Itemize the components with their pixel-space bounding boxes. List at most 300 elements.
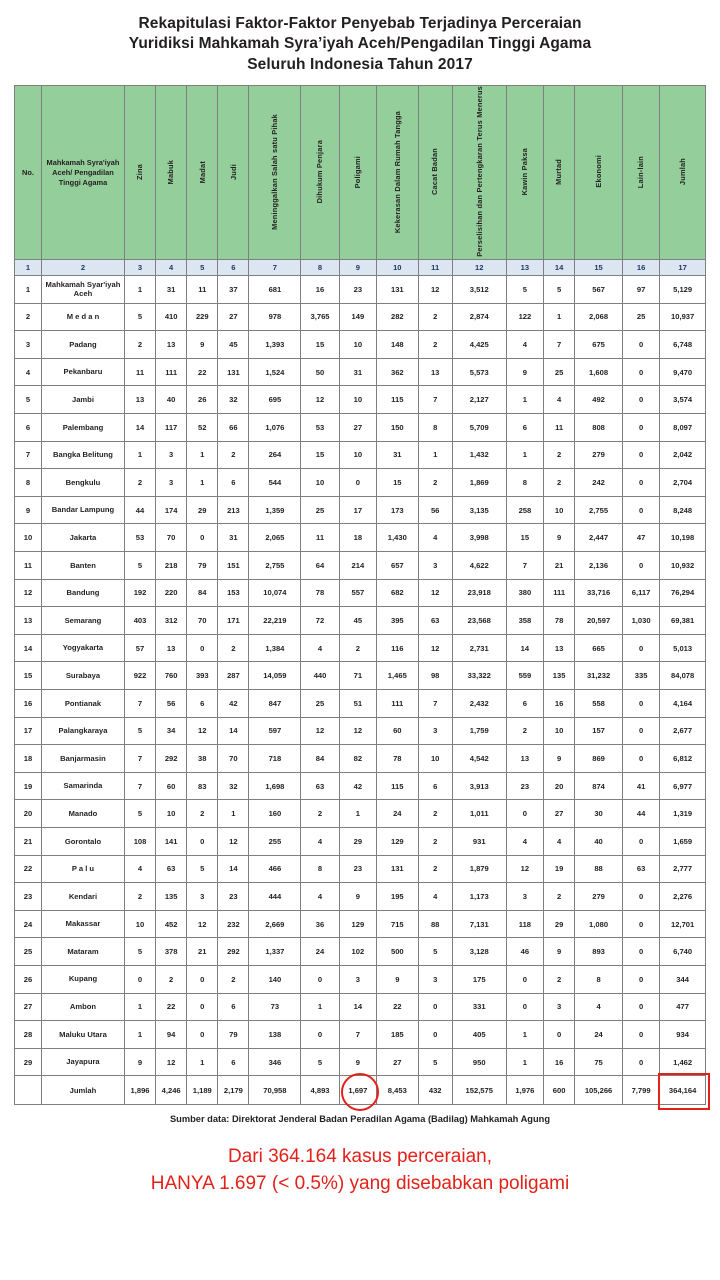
row-number: 4 <box>15 358 42 386</box>
row-court-name: Bengkulu <box>41 469 124 497</box>
cell-c17: 1,319 <box>660 800 706 828</box>
row-number: 27 <box>15 993 42 1021</box>
cell-c3: 192 <box>124 579 155 607</box>
cell-c10: 31 <box>377 441 419 469</box>
cell-c12: 1,011 <box>452 800 506 828</box>
row-number: 26 <box>15 965 42 993</box>
cell-c11: 12 <box>418 634 452 662</box>
colnum-11: 11 <box>418 260 452 276</box>
cell-c17: 1,462 <box>660 1048 706 1076</box>
cell-c4: 174 <box>156 496 187 524</box>
cell-c15: 2,068 <box>575 303 623 331</box>
cell-c6: 12 <box>218 827 249 855</box>
table-row <box>15 745 706 773</box>
row-number: 23 <box>15 883 42 911</box>
cell-c15: 2,136 <box>575 552 623 580</box>
cell-c7: 22,219 <box>249 607 301 635</box>
cell-c13: 4 <box>506 331 543 359</box>
header-cell-judi: Judi <box>218 86 249 260</box>
cell-c4: 312 <box>156 607 187 635</box>
cell-c17: 5,013 <box>660 634 706 662</box>
cell-c3: 44 <box>124 496 155 524</box>
cell-c16: 25 <box>622 303 659 331</box>
cell-c11: 10 <box>418 745 452 773</box>
row-number: 12 <box>15 579 42 607</box>
table-row <box>15 552 706 580</box>
cell-c7: 255 <box>249 827 301 855</box>
cell-c7: 14,059 <box>249 662 301 690</box>
cell-c13: 13 <box>506 745 543 773</box>
row-number: 19 <box>15 772 42 800</box>
cell-c8: 4 <box>301 634 339 662</box>
cell-c12: 931 <box>452 827 506 855</box>
cell-c14: 9 <box>544 745 575 773</box>
total-cell-c16: 7,799 <box>622 1076 659 1105</box>
header-cell-mabuk: Mabuk <box>156 86 187 260</box>
cell-c10: 715 <box>377 910 419 938</box>
cell-c8: 50 <box>301 358 339 386</box>
cell-c9: 29 <box>339 827 376 855</box>
cell-c16: 0 <box>622 469 659 497</box>
cell-c11: 2 <box>418 331 452 359</box>
cell-c16: 0 <box>622 717 659 745</box>
table-row <box>15 855 706 883</box>
colnum-5: 5 <box>187 260 218 276</box>
row-court-name: Manado <box>41 800 124 828</box>
cell-c7: 718 <box>249 745 301 773</box>
cell-c4: 3 <box>156 469 187 497</box>
cell-c16: 0 <box>622 331 659 359</box>
cell-c8: 4 <box>301 827 339 855</box>
cell-c7: 264 <box>249 441 301 469</box>
cell-c16: 63 <box>622 855 659 883</box>
cell-c12: 405 <box>452 1021 506 1049</box>
cell-c17: 10,937 <box>660 303 706 331</box>
cell-c14: 9 <box>544 938 575 966</box>
row-court-name: Jambi <box>41 386 124 414</box>
cell-c12: 1,879 <box>452 855 506 883</box>
header-cell-lain-lain: Lain-lain <box>622 86 659 260</box>
cell-c17: 477 <box>660 993 706 1021</box>
cell-c13: 23 <box>506 772 543 800</box>
header-cell-poligami: Poligami <box>339 86 376 260</box>
cell-c8: 12 <box>301 717 339 745</box>
cell-c13: 358 <box>506 607 543 635</box>
table-row <box>15 441 706 469</box>
row-number: 5 <box>15 386 42 414</box>
header-cell-murtad: Murtad <box>544 86 575 260</box>
cell-c9: 71 <box>339 662 376 690</box>
cell-c10: 148 <box>377 331 419 359</box>
colnum-12: 12 <box>452 260 506 276</box>
row-number: 2 <box>15 303 42 331</box>
cell-c11: 5 <box>418 938 452 966</box>
cell-c17: 2,704 <box>660 469 706 497</box>
cell-c8: 36 <box>301 910 339 938</box>
cell-c11: 4 <box>418 524 452 552</box>
cell-c11: 2 <box>418 800 452 828</box>
cell-c15: 2,755 <box>575 496 623 524</box>
cell-c14: 78 <box>544 607 575 635</box>
cell-c15: 20,597 <box>575 607 623 635</box>
title-line-1: Rekapitulasi Faktor-Faktor Penyebab Terjadinya Perceraian <box>138 15 582 32</box>
cell-c10: 682 <box>377 579 419 607</box>
cell-c3: 1 <box>124 1021 155 1049</box>
cell-c3: 2 <box>124 331 155 359</box>
cell-c16: 0 <box>622 910 659 938</box>
cell-c3: 7 <box>124 689 155 717</box>
cell-c8: 15 <box>301 441 339 469</box>
row-court-name: Gorontalo <box>41 827 124 855</box>
cell-c15: 893 <box>575 938 623 966</box>
cell-c10: 657 <box>377 552 419 580</box>
total-cell-c15: 105,266 <box>575 1076 623 1105</box>
row-number: 7 <box>15 441 42 469</box>
cell-c7: 140 <box>249 965 301 993</box>
header-cell-madat: Madat <box>187 86 218 260</box>
cell-c9: 2 <box>339 634 376 662</box>
cell-c9: 214 <box>339 552 376 580</box>
cell-c7: 466 <box>249 855 301 883</box>
cell-c8: 72 <box>301 607 339 635</box>
cell-c5: 38 <box>187 745 218 773</box>
cell-c16: 0 <box>622 496 659 524</box>
cell-c9: 102 <box>339 938 376 966</box>
table-row <box>15 386 706 414</box>
cell-c9: 17 <box>339 496 376 524</box>
table-row <box>15 524 706 552</box>
cell-c14: 4 <box>544 386 575 414</box>
table-row <box>15 910 706 938</box>
cell-c5: 1 <box>187 469 218 497</box>
cell-c6: 6 <box>218 1048 249 1076</box>
cell-c16: 0 <box>622 358 659 386</box>
header-cell-perselisihan: Perselisihan dan Pertengkaran Terus Menerus <box>452 86 506 260</box>
cell-c7: 346 <box>249 1048 301 1076</box>
cell-c7: 2,755 <box>249 552 301 580</box>
row-court-name: Kendari <box>41 883 124 911</box>
cell-c15: 8 <box>575 965 623 993</box>
cell-c13: 258 <box>506 496 543 524</box>
row-number: 3 <box>15 331 42 359</box>
cell-c7: 681 <box>249 276 301 304</box>
header-cell-jumlah: Jumlah <box>660 86 706 260</box>
total-cell-c10: 8,453 <box>377 1076 419 1105</box>
table-row <box>15 276 706 304</box>
cell-c5: 1 <box>187 1048 218 1076</box>
cell-c4: 70 <box>156 524 187 552</box>
cell-c16: 0 <box>622 441 659 469</box>
cell-c10: 9 <box>377 965 419 993</box>
cell-c6: 14 <box>218 717 249 745</box>
cell-c17: 69,381 <box>660 607 706 635</box>
cell-c15: 675 <box>575 331 623 359</box>
cell-c14: 2 <box>544 883 575 911</box>
cell-c5: 12 <box>187 910 218 938</box>
cell-c8: 11 <box>301 524 339 552</box>
cell-c12: 1,869 <box>452 469 506 497</box>
cell-c9: 7 <box>339 1021 376 1049</box>
row-court-name: Banten <box>41 552 124 580</box>
cell-c3: 922 <box>124 662 155 690</box>
cell-c15: 157 <box>575 717 623 745</box>
title-line-3: Seluruh Indonesia Tahun 2017 <box>247 55 473 73</box>
cell-c5: 22 <box>187 358 218 386</box>
cell-c11: 12 <box>418 276 452 304</box>
cell-c12: 7,131 <box>452 910 506 938</box>
cell-c14: 10 <box>544 717 575 745</box>
cell-c7: 1,076 <box>249 414 301 442</box>
cell-c15: 808 <box>575 414 623 442</box>
cell-c5: 0 <box>187 965 218 993</box>
column-number-row <box>15 260 706 276</box>
cell-c5: 29 <box>187 496 218 524</box>
cell-c10: 78 <box>377 745 419 773</box>
header-cell-no: No. <box>15 86 42 260</box>
cell-c15: 2,447 <box>575 524 623 552</box>
cell-c10: 116 <box>377 634 419 662</box>
cell-c11: 7 <box>418 689 452 717</box>
cell-c11: 63 <box>418 607 452 635</box>
table-total-row <box>15 1076 706 1105</box>
cell-c9: 45 <box>339 607 376 635</box>
cell-c11: 6 <box>418 772 452 800</box>
row-court-name: Padang <box>41 331 124 359</box>
cell-c6: 79 <box>218 1021 249 1049</box>
cell-c10: 131 <box>377 276 419 304</box>
cell-c6: 213 <box>218 496 249 524</box>
cell-c12: 2,731 <box>452 634 506 662</box>
cell-c15: 665 <box>575 634 623 662</box>
cell-c17: 2,042 <box>660 441 706 469</box>
cell-c4: 94 <box>156 1021 187 1049</box>
cell-c6: 6 <box>218 993 249 1021</box>
header-cell-court: Mahkamah Syra'iyah Aceh/ Pengadilan Tinggi Agama <box>41 86 124 260</box>
cell-c11: 2 <box>418 827 452 855</box>
table-row <box>15 800 706 828</box>
table-row <box>15 883 706 911</box>
cell-c9: 10 <box>339 441 376 469</box>
total-row-number <box>15 1076 42 1105</box>
recap-table <box>14 85 706 1105</box>
colnum-7: 7 <box>249 260 301 276</box>
cell-c9: 149 <box>339 303 376 331</box>
colnum-9: 9 <box>339 260 376 276</box>
cell-c8: 12 <box>301 386 339 414</box>
cell-c14: 11 <box>544 414 575 442</box>
cell-c12: 23,918 <box>452 579 506 607</box>
colnum-8: 8 <box>301 260 339 276</box>
cell-c4: 2 <box>156 965 187 993</box>
row-number: 28 <box>15 1021 42 1049</box>
cell-c16: 1,030 <box>622 607 659 635</box>
cell-c14: 135 <box>544 662 575 690</box>
cell-c12: 3,913 <box>452 772 506 800</box>
cell-c8: 4 <box>301 883 339 911</box>
cell-c12: 2,874 <box>452 303 506 331</box>
cell-c3: 14 <box>124 414 155 442</box>
cell-c9: 12 <box>339 717 376 745</box>
cell-c12: 175 <box>452 965 506 993</box>
row-number: 1 <box>15 276 42 304</box>
cell-c5: 5 <box>187 855 218 883</box>
cell-c5: 84 <box>187 579 218 607</box>
cell-c9: 129 <box>339 910 376 938</box>
cell-c13: 12 <box>506 855 543 883</box>
cell-c5: 393 <box>187 662 218 690</box>
cell-c6: 2 <box>218 965 249 993</box>
total-cell-c8: 4,893 <box>301 1076 339 1105</box>
row-court-name: Mataram <box>41 938 124 966</box>
table-row <box>15 827 706 855</box>
header-row <box>15 86 706 260</box>
cell-c3: 5 <box>124 800 155 828</box>
cell-c3: 5 <box>124 717 155 745</box>
row-number: 15 <box>15 662 42 690</box>
row-number: 20 <box>15 800 42 828</box>
cell-c14: 13 <box>544 634 575 662</box>
cell-c8: 10 <box>301 469 339 497</box>
row-court-name: Jakarta <box>41 524 124 552</box>
table-row <box>15 634 706 662</box>
cell-c16: 0 <box>622 965 659 993</box>
cell-c3: 4 <box>124 855 155 883</box>
cell-c6: 287 <box>218 662 249 690</box>
cell-c4: 760 <box>156 662 187 690</box>
cell-c10: 1,465 <box>377 662 419 690</box>
cell-c12: 950 <box>452 1048 506 1076</box>
cell-c15: 1,080 <box>575 910 623 938</box>
row-court-name: Bandar Lampung <box>41 496 124 524</box>
row-number: 11 <box>15 552 42 580</box>
colnum-17: 17 <box>660 260 706 276</box>
table-row <box>15 358 706 386</box>
cell-c12: 1,173 <box>452 883 506 911</box>
cell-c11: 3 <box>418 552 452 580</box>
cell-c3: 1 <box>124 276 155 304</box>
cell-c16: 0 <box>622 993 659 1021</box>
caption-line-2: HANYA 1.697 (< 0.5%) yang disebabkan poligami <box>150 1173 570 1195</box>
cell-c4: 63 <box>156 855 187 883</box>
cell-c14: 29 <box>544 910 575 938</box>
cell-c3: 2 <box>124 883 155 911</box>
cell-c17: 6,748 <box>660 331 706 359</box>
cell-c16: 0 <box>622 938 659 966</box>
cell-c6: 31 <box>218 524 249 552</box>
cell-c13: 46 <box>506 938 543 966</box>
cell-c17: 2,677 <box>660 717 706 745</box>
cell-c13: 4 <box>506 827 543 855</box>
cell-c13: 118 <box>506 910 543 938</box>
cell-c9: 1 <box>339 800 376 828</box>
row-number: 29 <box>15 1048 42 1076</box>
cell-c12: 5,573 <box>452 358 506 386</box>
cell-c16: 97 <box>622 276 659 304</box>
cell-c7: 138 <box>249 1021 301 1049</box>
cell-c10: 173 <box>377 496 419 524</box>
cell-c8: 53 <box>301 414 339 442</box>
total-cell-c9: 1,697 <box>339 1076 376 1105</box>
cell-c11: 88 <box>418 910 452 938</box>
cell-c5: 70 <box>187 607 218 635</box>
cell-c12: 2,432 <box>452 689 506 717</box>
cell-c11: 13 <box>418 358 452 386</box>
cell-c17: 76,294 <box>660 579 706 607</box>
cell-c3: 1 <box>124 441 155 469</box>
cell-c4: 56 <box>156 689 187 717</box>
cell-c13: 9 <box>506 358 543 386</box>
cell-c15: 1,608 <box>575 358 623 386</box>
cell-c16: 0 <box>622 745 659 773</box>
cell-c8: 0 <box>301 965 339 993</box>
cell-c10: 115 <box>377 386 419 414</box>
cell-c11: 56 <box>418 496 452 524</box>
cell-c16: 0 <box>622 552 659 580</box>
row-number: 24 <box>15 910 42 938</box>
cell-c10: 129 <box>377 827 419 855</box>
cell-c14: 2 <box>544 965 575 993</box>
table-container <box>0 85 720 1105</box>
cell-c17: 2,276 <box>660 883 706 911</box>
total-cell-c12: 152,575 <box>452 1076 506 1105</box>
cell-c13: 1 <box>506 1021 543 1049</box>
cell-c13: 122 <box>506 303 543 331</box>
cell-c11: 8 <box>418 414 452 442</box>
cell-c13: 2 <box>506 717 543 745</box>
cell-c4: 40 <box>156 386 187 414</box>
cell-c4: 34 <box>156 717 187 745</box>
row-court-name: Jayapura <box>41 1048 124 1076</box>
cell-c6: 232 <box>218 910 249 938</box>
cell-c15: 567 <box>575 276 623 304</box>
cell-c5: 52 <box>187 414 218 442</box>
total-row-label: Jumlah <box>41 1076 124 1105</box>
cell-c9: 10 <box>339 386 376 414</box>
header-cell-ekonomi: Ekonomi <box>575 86 623 260</box>
cell-c6: 32 <box>218 772 249 800</box>
cell-c7: 2,669 <box>249 910 301 938</box>
cell-c7: 1,337 <box>249 938 301 966</box>
cell-c10: 395 <box>377 607 419 635</box>
cell-c4: 220 <box>156 579 187 607</box>
cell-c4: 452 <box>156 910 187 938</box>
cell-c7: 847 <box>249 689 301 717</box>
cell-c3: 1 <box>124 993 155 1021</box>
cell-c8: 0 <box>301 1021 339 1049</box>
cell-c5: 12 <box>187 717 218 745</box>
cell-c6: 171 <box>218 607 249 635</box>
cell-c14: 16 <box>544 689 575 717</box>
cell-c9: 557 <box>339 579 376 607</box>
cell-c12: 5,709 <box>452 414 506 442</box>
cell-c16: 0 <box>622 827 659 855</box>
cell-c5: 0 <box>187 827 218 855</box>
row-number: 25 <box>15 938 42 966</box>
cell-c13: 7 <box>506 552 543 580</box>
row-number: 6 <box>15 414 42 442</box>
cell-c11: 12 <box>418 579 452 607</box>
table-row <box>15 938 706 966</box>
cell-c11: 0 <box>418 993 452 1021</box>
cell-c14: 0 <box>544 1021 575 1049</box>
row-court-name: Ambon <box>41 993 124 1021</box>
table-row <box>15 717 706 745</box>
cell-c13: 3 <box>506 883 543 911</box>
cell-c13: 559 <box>506 662 543 690</box>
cell-c9: 42 <box>339 772 376 800</box>
cell-c16: 44 <box>622 800 659 828</box>
row-court-name: Bangka Belitung <box>41 441 124 469</box>
